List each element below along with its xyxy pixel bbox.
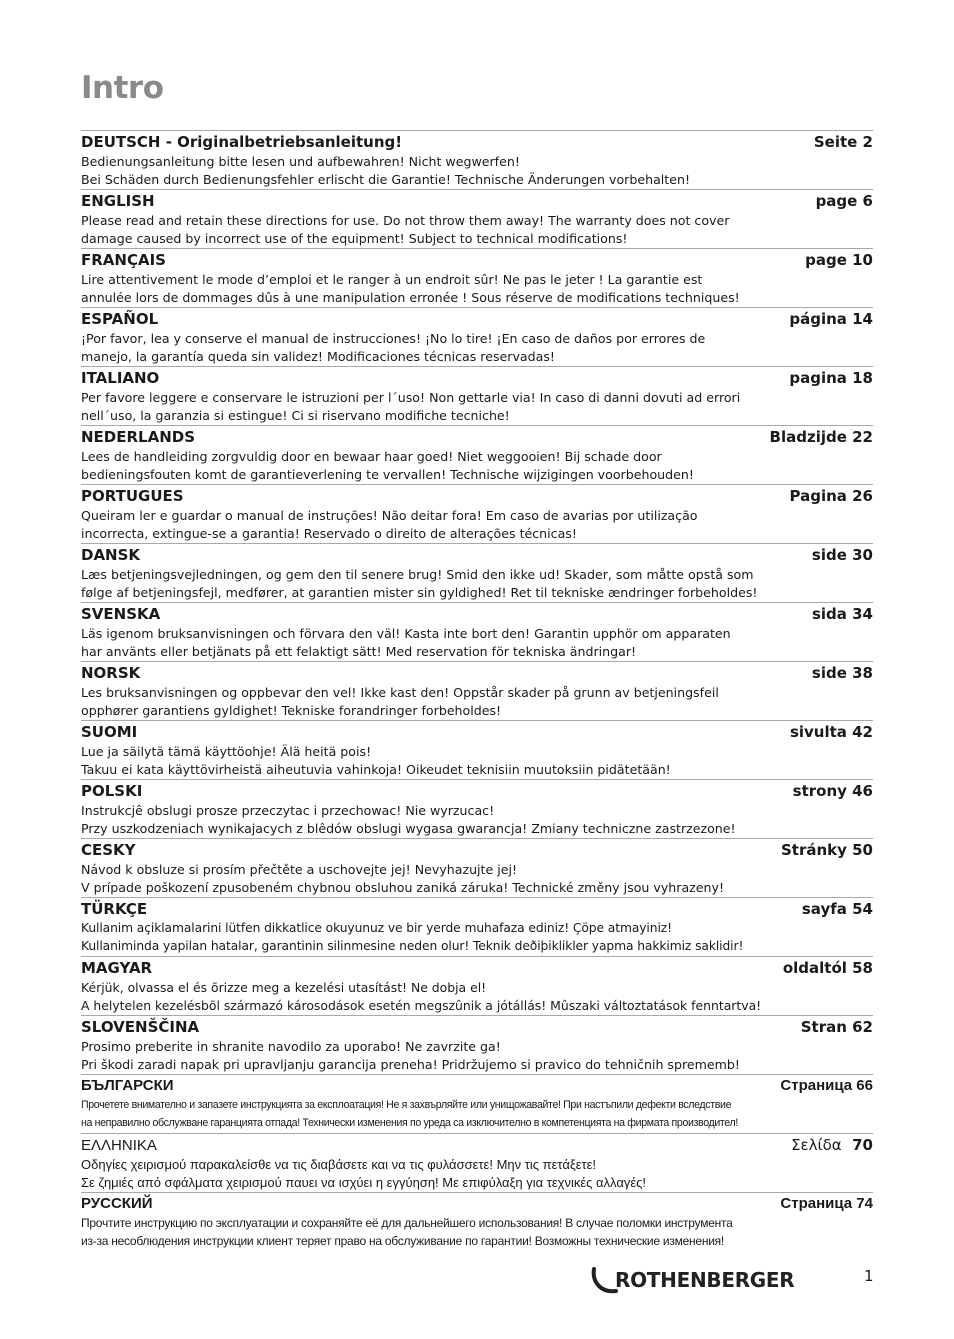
page-reference: [791, 1136, 873, 1154]
page-reference: Страница 66: [780, 1077, 873, 1094]
language-name: DEUTSCH - Originalbetriebsanleitung!: [81, 133, 403, 151]
page-word: Σελίδα: [791, 1136, 842, 1154]
language-description: Bedienungsanleitung bitte lesen und aufbewahren! Nicht wegwerfen! Bei Schäden durch Bedienungsfehler erlischt die Garantie! Technische Änderungen vorbehalten!: [81, 154, 691, 187]
language-description: Прочтите инструкцию по эксплуатации и сохраняйте её для дальнейшего использования! В случае поломки инструмента из-за несоблюдения инструкции клиент теряет право на обслуживание по гарантии! Возможны технические изменения!: [81, 1216, 733, 1248]
page-number-ref: 70: [852, 1136, 873, 1154]
entry-slovenscina: [81, 1015, 873, 1074]
page-reference: side 30: [811, 546, 873, 564]
entry-espanol: [81, 307, 873, 366]
language-description: Les bruksanvisningen og oppbevar den vel! Ikke kast den! Oppstår skader på grunn av betjeningsfeil opphører garantiens gyldighet! Tekniske forandringer forbeholdes!: [81, 685, 719, 718]
entry-cesky: [81, 838, 873, 897]
page-reference: pagina 18: [789, 369, 873, 387]
entry-suomi: [81, 720, 873, 779]
page-reference: sayfa 54: [801, 900, 873, 918]
language-name: ΕΛΛΗΝΙΚΑ: [81, 1137, 157, 1154]
language-name: MAGYAR: [81, 959, 153, 977]
language-description: Queiram ler e guardar o manual de instruções! Não deitar fora! Em caso de avarias por utilização incorrecta, extingue-se a garantia! Reservado o direito de alterações técnicas!: [81, 508, 698, 541]
language-name: БЪЛГАРСКИ: [81, 1077, 174, 1094]
language-description: Прочетете внимателно и запазете инструкцията за експлоатация! Не я захвърляйте или унищожавайте! При настъпили дефекти вследствие на неправилно обслужване гаранцията отпада! Технически изменения по уреда са изключително в компетенцията на фирмата производител!: [81, 1099, 738, 1129]
language-name: FRANÇAIS: [81, 251, 166, 269]
language-name: РУССКИЙ: [81, 1195, 153, 1212]
page-reference: Страница 74: [780, 1195, 873, 1212]
language-name: DANSK: [81, 546, 141, 564]
page-reference: side 38: [811, 664, 873, 682]
language-name: ESPAÑOL: [81, 310, 159, 328]
language-description: Prosimo preberite in shranite navodilo za uporabo! Ne zavrzite ga! Pri škodi zaradi napak pri upravljanju garancija preneha! Pridržujemo si pravico do tehničnih sprememb!: [81, 1039, 740, 1072]
page-reference: strony 46: [792, 782, 873, 800]
language-description: Οδηγίες χειρισμού παρακαλείσθε να τις διαβάσετε και να τις φυλάσσετε! Μην τις πετάξετε! Σε ζημιές από σφάλματα χειρισμού παυει να ισχύει η εγγύηση! Με επιφύλαξη για τεχνικές αλλαγές!: [81, 1157, 647, 1190]
language-name: PORTUGUES: [81, 487, 184, 505]
page-reference: sida 34: [811, 605, 873, 623]
entry-russkiy: [81, 1192, 873, 1251]
language-name: CESKY: [81, 841, 136, 859]
entry-bulgarski: [81, 1074, 873, 1133]
entry-svenska: [81, 602, 873, 661]
page-reference: página 14: [789, 310, 873, 328]
entry-norsk: [81, 661, 873, 720]
language-name: POLSKI: [81, 782, 143, 800]
entry-francais: [81, 248, 873, 307]
page-title: Intro: [81, 70, 164, 106]
language-description: Lees de handleiding zorgvuldig door en bewaar haar goed! Niet weggooien! Bij schade door bedieningsfouten komt de garantieverlening te vervallen! Technische wijzigingen voorbehouden!: [81, 449, 694, 482]
language-name: NEDERLANDS: [81, 428, 196, 446]
language-description: Lire attentivement le mode d’emploi et le ranger à un endroit sûr! Ne pas le jeter ! La garantie est annulée lors de dommages dûs à une manipulation erronée ! Sous réserve de modifications techniques!: [81, 272, 740, 305]
page-reference: Stránky 50: [780, 841, 873, 859]
entry-polski: [81, 779, 873, 838]
language-description: Please read and retain these directions for use. Do not throw them away! The warranty does not cover damage caused by incorrect use of the equipment! Subject to technical modifications!: [81, 213, 730, 246]
page-reference: Seite 2: [813, 133, 873, 151]
brand-name: ROTHENBERGER: [615, 1268, 795, 1292]
entry-deutsch: [81, 130, 873, 189]
entry-dansk: [81, 543, 873, 602]
language-description: ¡Por favor, lea y conserve el manual de instrucciones! ¡No lo tire! ¡En caso de daños por errores de manejo, la garantía queda sin validez! Modificaciones técnicas reservadas!: [81, 331, 706, 364]
page-reference: oldaltól 58: [782, 959, 873, 977]
language-name: ENGLISH: [81, 192, 155, 210]
entry-italiano: [81, 366, 873, 425]
page-reference: Pagina 26: [789, 487, 873, 505]
language-description: Návod k obsluze si prosím přečtěte a uschovejte jej! Nevyhazujte jej! V prípade poškození zpusobeném chybnou obsluhou zaniká záruka! Technické změny jsou vyhrazeny!: [81, 862, 725, 895]
page-reference: sivulta 42: [789, 723, 873, 741]
brand-logo: [590, 1265, 830, 1297]
language-name: NORSK: [81, 664, 141, 682]
page-reference: Stran 62: [800, 1018, 873, 1036]
page-reference: page 10: [805, 251, 873, 269]
language-index: [81, 130, 873, 1251]
language-description: Lue ja säilytä tämä käyttöohje! Älä heitä pois! Takuu ei kata käyttövirheistä aiheutuvia vahinkoja! Oikeudet teknisiin muutoksiin pidätetään!: [81, 744, 671, 777]
language-description: Kérjük, olvassa el és õrizze meg a kezelési utasítást! Ne dobja el! A helytelen kezelésbõl származó károsodások esetén megszûnik a jótállás! Mûszaki változtatások fenntartva!: [81, 980, 762, 1013]
page-number: 1: [864, 1267, 874, 1285]
entry-magyar: [81, 956, 873, 1015]
language-description: Instrukcjê obslugi prosze przeczytac i przechowac! Nie wyrzucac! Przy uszkodzeniach wynikajacych z blêdów obslugi wygasa gwarancja! Zmiany techniczne zastrzezone!: [81, 803, 736, 836]
language-name: SUOMI: [81, 723, 138, 741]
language-description: Läs igenom bruksanvisningen och förvara den väl! Kasta inte bort den! Garantin upphör om apparaten har använts eller betjänats på ett felaktigt sätt! Med reservation för tekniska ändringar!: [81, 626, 731, 659]
language-name: ITALIANO: [81, 369, 160, 387]
entry-ellinika: [81, 1133, 873, 1192]
entry-portugues: [81, 484, 873, 543]
language-name: TÜRKÇE: [81, 900, 148, 918]
entry-nederlands: [81, 425, 873, 484]
language-name: SVENSKA: [81, 605, 161, 623]
language-description: Per favore leggere e conservare le istruzioni per l´uso! Non gettarle via! In caso di danni dovuti ad errori nell´uso, la garanzia si estingue! Ci si riservano modifiche tecniche!: [81, 390, 741, 423]
entry-english: [81, 189, 873, 248]
page-reference: page 6: [815, 192, 873, 210]
language-description: Kullanim açiklamalarini lütfen dikkatlice okuyunuz ve bir yerde muhafaza ediniz! Çöpe atmayiniz! Kullaniminda yapilan hatalar, garantinin silinmesine neden olur! Teknik deðiþiklikler yapma hakkimiz saklidir!: [81, 921, 744, 953]
entry-turkce: [81, 897, 873, 956]
page-reference: Bladzijde 22: [769, 428, 873, 446]
language-name: SLOVENŠČINA: [81, 1018, 200, 1036]
language-description: Læs betjeningsvejledningen, og gem den til senere brug! Smid den ikke ud! Skader, som måtte opstå som følge af betjeningsfejl, medfører, at garantien mister sin gyldighed! Ret til tekniske ændringer forbeholdes!: [81, 567, 758, 600]
